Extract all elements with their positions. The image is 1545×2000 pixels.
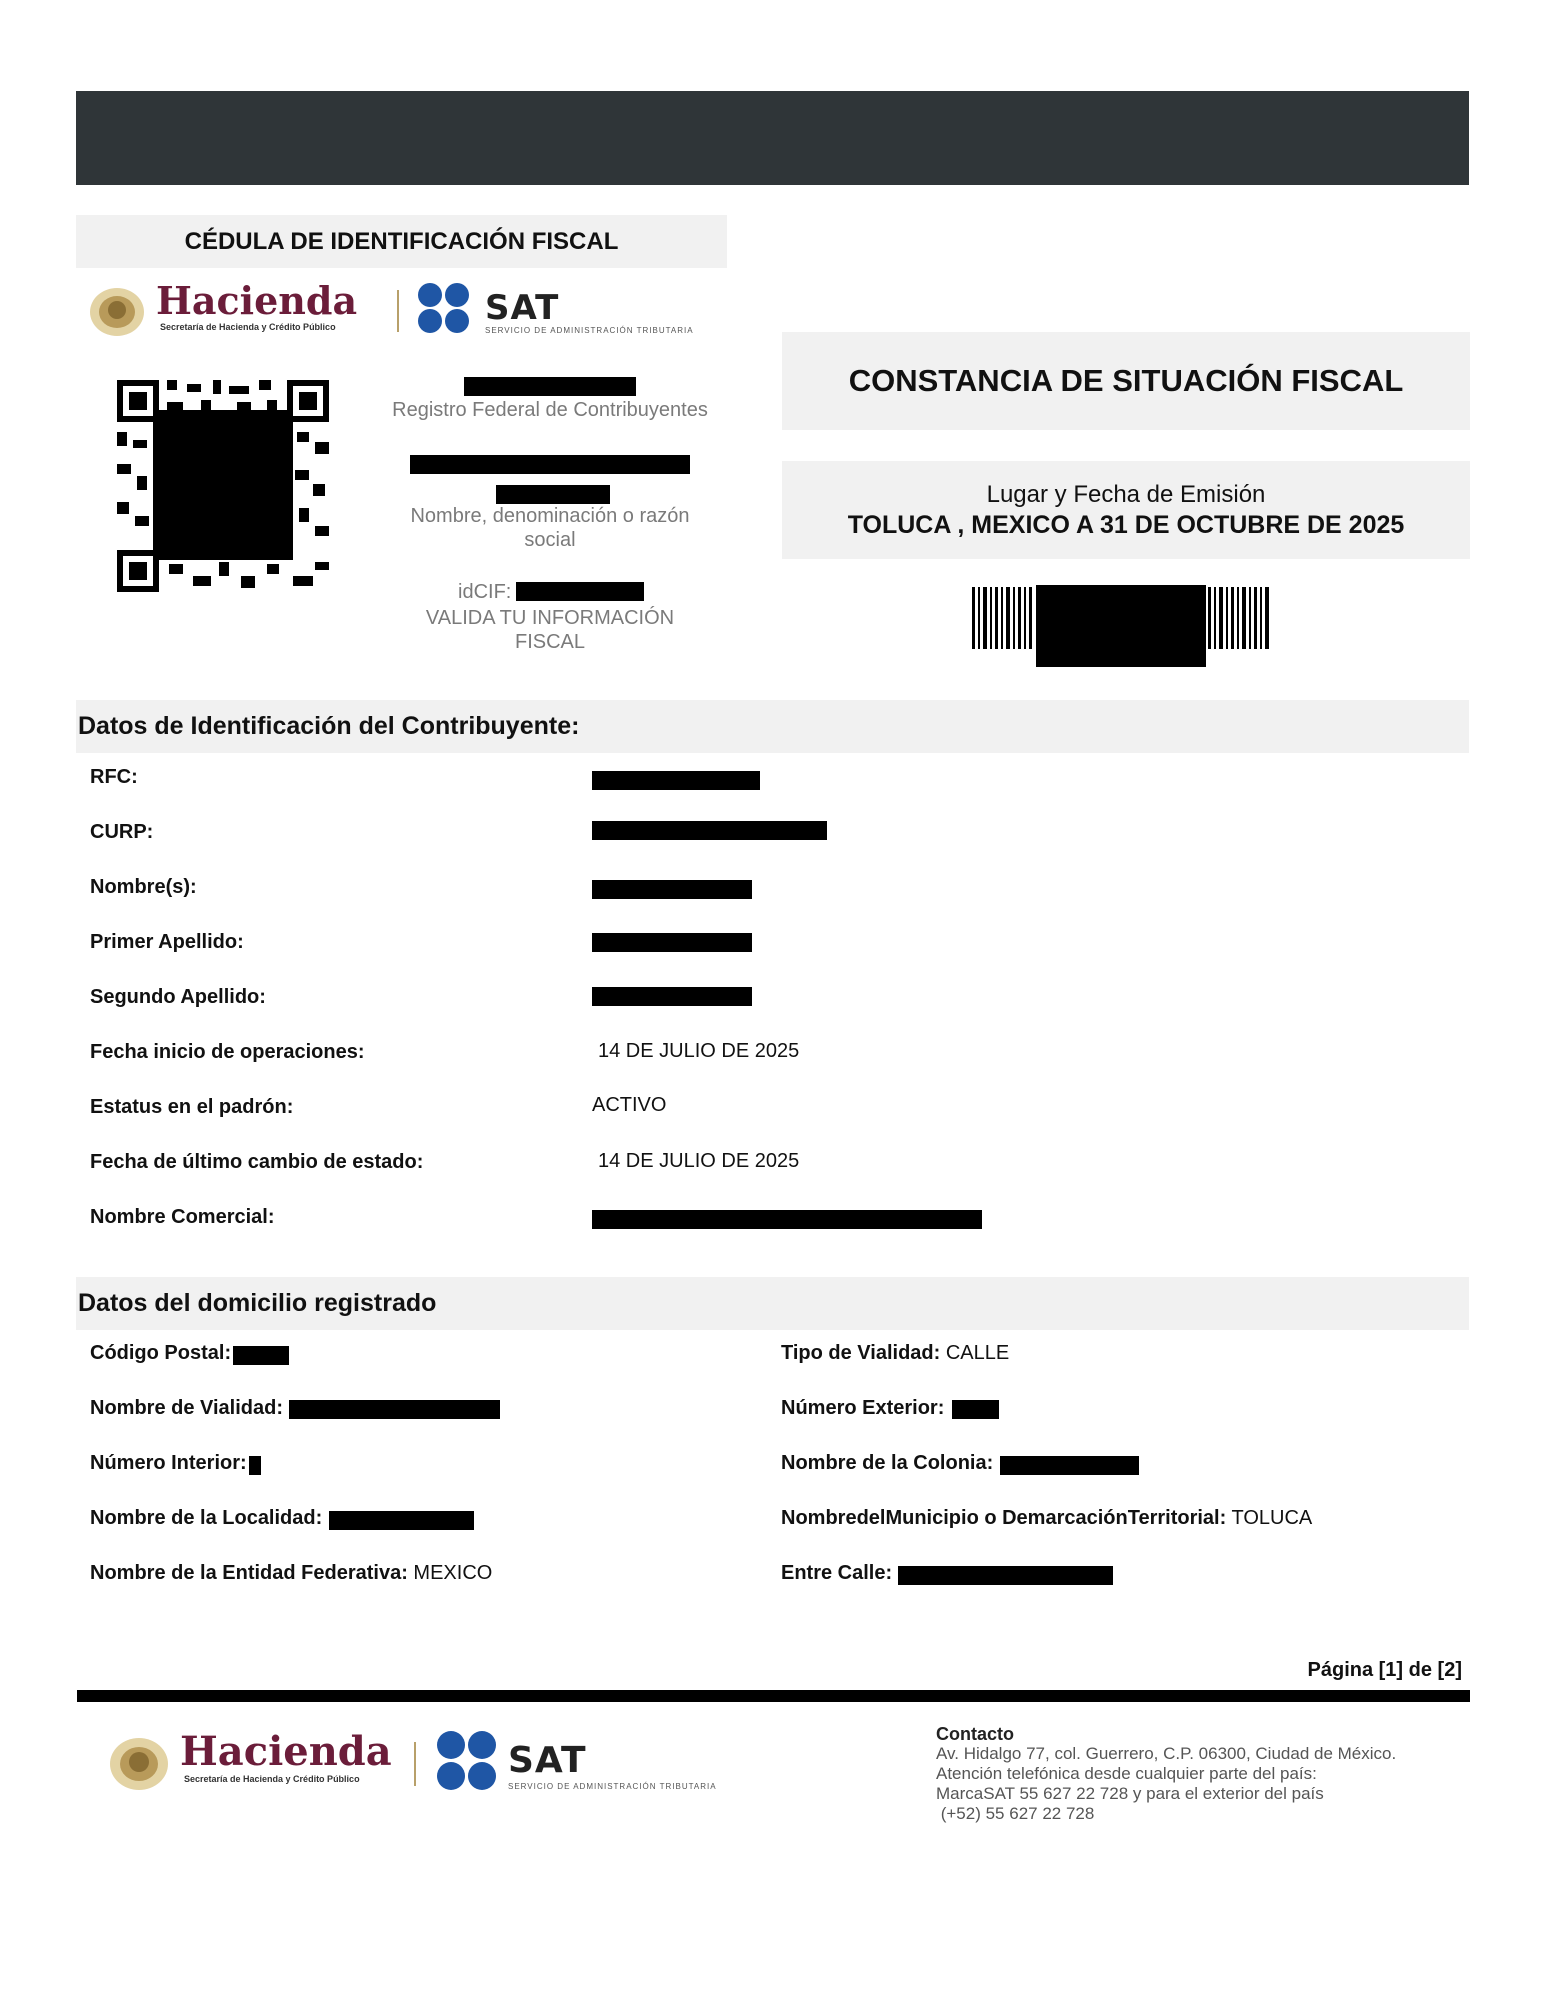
footer-divider (77, 1690, 1470, 1702)
idcif-label: idCIF: (458, 581, 512, 603)
municipio-field (781, 1507, 1312, 1530)
redacted-entre-calle (898, 1566, 1113, 1585)
top-banner (76, 91, 1469, 185)
curp-label: CURP: (90, 821, 154, 843)
ultimo-cambio-label: Fecha de último cambio de estado: (90, 1151, 424, 1173)
page-indicator: Página [1] de [2] (1307, 1659, 1462, 1681)
nombre-caption: Nombre, denominación o razón social (410, 505, 690, 551)
ultimo-cambio-value: 14 DE JULIO DE 2025 (598, 1150, 800, 1172)
primer-apellido-label: Primer Apellido: (90, 931, 244, 953)
lugar-fecha-box (782, 461, 1470, 559)
redacted-numero-exterior (952, 1400, 999, 1419)
redacted-nombre-value (592, 880, 752, 899)
entidad-federativa-label: Nombre de la Entidad Federativa: (90, 1562, 408, 1584)
mexico-seal-icon (88, 286, 146, 338)
hacienda-sat-logo (88, 280, 708, 340)
numero-exterior-label: Número Exterior: (781, 1397, 945, 1419)
sat-wordmark: SAT (485, 288, 560, 328)
tipo-vialidad-field (781, 1342, 1009, 1365)
sat-wordmark: SAT (508, 1740, 587, 1781)
hacienda-wordmark: Hacienda (180, 1728, 392, 1775)
redacted-colonia (1000, 1456, 1139, 1475)
redacted-codigo-postal (233, 1346, 289, 1365)
tipo-vialidad-label: Tipo de Vialidad: (781, 1342, 941, 1364)
redacted-name-line2 (496, 485, 610, 504)
codigo-postal-label: Código Postal: (90, 1342, 232, 1364)
estatus-label: Estatus en el padrón: (90, 1096, 294, 1118)
redacted-nombre-comercial (592, 1210, 982, 1229)
redacted-nombre-vialidad (289, 1400, 500, 1419)
sat-subtitle: SERVICIO DE ADMINISTRACIÓN TRIBUTARIA (485, 326, 694, 335)
sat-subtitle: SERVICIO DE ADMINISTRACIÓN TRIBUTARIA (508, 1782, 717, 1791)
contact-line-address: Av. Hidalgo 77, col. Guerrero, C.P. 06300, Ciudad de México. (936, 1744, 1397, 1763)
contact-title: Contacto (936, 1724, 1014, 1744)
identificacion-heading: Datos de Identificación del Contribuyente: (76, 700, 1469, 753)
contact-line-intl: (+52) 55 627 22 728 (936, 1804, 1095, 1823)
numero-interior-field (90, 1452, 247, 1475)
tipo-vialidad-value: CALLE (945, 1342, 1010, 1364)
rfc-label: RFC: (90, 766, 138, 788)
barcode (972, 585, 1272, 667)
estatus-value: ACTIVO (592, 1094, 667, 1116)
contact-line-attention: Atención telefónica desde cualquier parte del país: (936, 1764, 1317, 1783)
fecha-inicio-label: Fecha inicio de operaciones: (90, 1041, 365, 1063)
mexico-seal-icon (108, 1736, 170, 1792)
nombre-comercial-label: Nombre Comercial: (90, 1206, 275, 1228)
rfc-caption: Registro Federal de Contribuyentes (392, 399, 708, 421)
colonia-label: Nombre de la Colonia: (781, 1452, 994, 1474)
redacted-rfc (464, 377, 636, 396)
redacted-name-line1 (410, 455, 690, 474)
redacted-segundo-apellido (592, 987, 752, 1006)
municipio-label: NombredelMunicipio o DemarcaciónTerritorial: (781, 1507, 1227, 1529)
entidad-federativa-field (90, 1562, 492, 1585)
localidad-label: Nombre de la Localidad: (90, 1507, 323, 1529)
valida-link[interactable]: VALIDA TU INFORMACIÓN FISCAL (425, 607, 675, 653)
qr-code (117, 380, 329, 592)
logo-divider (397, 290, 399, 332)
hacienda-subtitle: Secretaría de Hacienda y Crédito Público (184, 1774, 360, 1784)
sat-dots-icon (436, 1730, 500, 1792)
nombre-label: Nombre(s): (90, 876, 197, 898)
contact-block (936, 1724, 1396, 1824)
lugar-value: TOLUCA , MEXICO A 31 DE OCTUBRE DE 2025 (847, 510, 1405, 539)
logo-divider (414, 1742, 416, 1786)
sat-dots-icon (416, 282, 476, 334)
cedula-title: CÉDULA DE IDENTIFICACIÓN FISCAL (76, 215, 727, 268)
hacienda-wordmark: Hacienda (156, 278, 358, 323)
entidad-federativa-value: MEXICO (413, 1562, 493, 1584)
colonia-field (781, 1452, 993, 1475)
entre-calle-label: Entre Calle: (781, 1562, 893, 1584)
domicilio-heading: Datos del domicilio registrado (76, 1277, 1469, 1330)
numero-interior-label: Número Interior: (90, 1452, 247, 1474)
redacted-primer-apellido (592, 933, 752, 952)
segundo-apellido-label: Segundo Apellido: (90, 986, 266, 1008)
localidad-field (90, 1507, 322, 1530)
municipio-value: TOLUCA (1231, 1507, 1313, 1529)
contact-line-marcasat: MarcaSAT 55 627 22 728 y para el exterior del país (936, 1784, 1324, 1803)
codigo-postal-field (90, 1342, 231, 1365)
fecha-inicio-value: 14 DE JULIO DE 2025 (598, 1040, 800, 1062)
lugar-label: Lugar y Fecha de Emisión (986, 480, 1266, 508)
footer-logo (108, 1730, 748, 1794)
redacted-numero-interior (249, 1456, 261, 1475)
entre-calle-field (781, 1562, 892, 1585)
numero-exterior-field (781, 1397, 944, 1420)
nombre-vialidad-field (90, 1397, 283, 1420)
nombre-vialidad-label: Nombre de Vialidad: (90, 1397, 284, 1419)
redacted-idcif (516, 582, 644, 601)
redacted-localidad (329, 1511, 474, 1530)
redacted-curp-value (592, 821, 827, 840)
constancia-title: CONSTANCIA DE SITUACIÓN FISCAL (782, 332, 1470, 430)
hacienda-subtitle: Secretaría de Hacienda y Crédito Público (160, 322, 336, 332)
redacted-rfc-value (592, 771, 760, 790)
